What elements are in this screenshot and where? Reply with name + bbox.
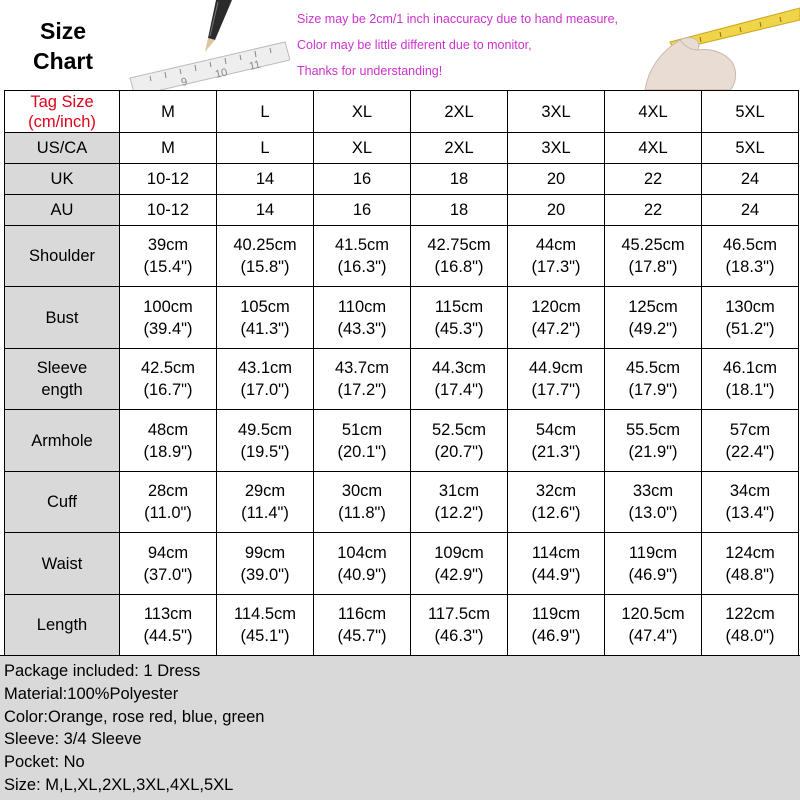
cm-value: 42.5cm — [140, 359, 196, 377]
header-notes — [297, 6, 647, 84]
size-cell: 20 — [508, 195, 605, 226]
measurement-cell — [508, 595, 605, 656]
inch-value: (18.9") — [143, 442, 193, 461]
measurement-cell — [508, 349, 605, 410]
measurement-cell — [217, 533, 314, 595]
size-cell: 16 — [314, 164, 411, 195]
cm-value: 34cm — [729, 482, 771, 500]
cm-value: 57cm — [729, 420, 771, 439]
measurement-cell — [314, 533, 411, 595]
measurement-cell — [217, 410, 314, 472]
inch-value: (16.8") — [434, 258, 484, 276]
inch-value: (16.7") — [143, 381, 193, 399]
tag-size-row — [5, 91, 799, 133]
measurement-cell — [217, 595, 314, 656]
inch-value: (15.4") — [143, 258, 193, 276]
measurement-cell — [605, 410, 702, 472]
inch-value: (47.4") — [628, 627, 678, 645]
measurement-cell — [314, 472, 411, 533]
cm-value: 104cm — [337, 543, 387, 562]
size-cell: 10-12 — [120, 164, 217, 195]
hand-measuring-tape-illustration — [640, 0, 800, 90]
inch-value: (12.2") — [434, 504, 484, 522]
measurement-row — [5, 472, 799, 533]
inch-value: (21.9") — [628, 442, 678, 461]
measurement-label: Bust — [5, 287, 120, 349]
tag-size-label: Tag Size (cm/inch) — [5, 91, 120, 133]
inch-value: (17.9") — [628, 381, 678, 399]
us-ca-row — [5, 133, 799, 164]
cm-value: 44.3cm — [431, 359, 487, 377]
inch-value: (45.1") — [240, 627, 290, 645]
cm-value: 40.25cm — [233, 236, 297, 254]
measurement-cell — [120, 349, 217, 410]
inch-value: (46.3") — [434, 627, 484, 645]
measurement-label: Length — [5, 595, 120, 656]
inch-value: (15.8") — [240, 258, 290, 276]
measurement-cell — [217, 226, 314, 287]
inch-value: (46.9") — [531, 627, 581, 645]
measurement-row — [5, 595, 799, 656]
size-cell: 3XL — [508, 133, 605, 164]
inch-value: (17.0") — [240, 381, 290, 399]
cm-value: 99cm — [244, 543, 286, 562]
cm-value: 122cm — [725, 605, 775, 623]
inch-value: (42.9") — [434, 565, 484, 584]
cm-value: 105cm — [240, 297, 290, 316]
inch-value: (11.8") — [338, 504, 386, 522]
cm-value: 43.7cm — [334, 359, 390, 377]
cm-value: 45.25cm — [621, 236, 685, 254]
size-line: Size: M,L,XL,2XL,3XL,4XL,5XL — [4, 775, 234, 794]
tag-size-cell: 5XL — [702, 91, 799, 133]
cm-value: 94cm — [147, 543, 189, 562]
measurement-cell — [605, 287, 702, 349]
ruler-mark-2: 10 — [213, 66, 229, 81]
size-cell: 18 — [411, 195, 508, 226]
measurement-cell — [411, 410, 508, 472]
measurement-label: Waist — [5, 533, 120, 595]
measurement-cell — [508, 472, 605, 533]
measurement-cell — [605, 472, 702, 533]
ruler-mark-1: 9 — [179, 75, 189, 89]
measurement-cell — [217, 349, 314, 410]
uk-row — [5, 164, 799, 195]
cm-value: 41.5cm — [334, 236, 390, 254]
measurement-cell — [702, 226, 799, 287]
tag-size-cell: L — [217, 91, 314, 133]
size-cell: XL — [314, 133, 411, 164]
pocket-line: Pocket: No — [4, 753, 85, 772]
material-line: Material:100%Polyester — [4, 684, 179, 703]
measurement-cell — [217, 472, 314, 533]
measurement-row — [5, 226, 799, 287]
cm-value: 30cm — [341, 482, 383, 500]
inch-value: (17.2") — [337, 381, 387, 399]
measurement-cell — [120, 595, 217, 656]
hand-shape — [645, 38, 736, 90]
size-cell: 14 — [217, 195, 314, 226]
inch-value: (12.6") — [531, 504, 581, 522]
inch-value: (41.3") — [240, 319, 290, 338]
measurement-cell — [411, 349, 508, 410]
measurement-row — [5, 349, 799, 410]
tag-size-cell: 2XL — [411, 91, 508, 133]
size-cell: L — [217, 133, 314, 164]
title-line-1: Size — [39, 18, 87, 44]
measurement-cell — [702, 410, 799, 472]
measurement-cell — [702, 595, 799, 656]
measurement-cell — [411, 287, 508, 349]
measurement-cell — [314, 595, 411, 656]
pencil-ruler-illustration — [120, 0, 290, 90]
measurement-cell — [120, 287, 217, 349]
sleeve-line: Sleeve: 3/4 Sleeve — [4, 730, 142, 749]
cm-value: 32cm — [535, 482, 577, 500]
measurement-cell — [411, 226, 508, 287]
measurement-label: Shoulder — [5, 226, 120, 287]
cm-value: 54cm — [535, 420, 577, 439]
inch-value: (39.0") — [240, 565, 290, 584]
inch-value: (17.3") — [531, 258, 581, 276]
size-cell: 16 — [314, 195, 411, 226]
product-details — [0, 655, 800, 800]
cm-value: 114.5cm — [233, 605, 297, 623]
measurement-cell — [411, 595, 508, 656]
measurement-row — [5, 410, 799, 472]
measurement-cell — [217, 287, 314, 349]
cm-value: 33cm — [632, 482, 674, 500]
inch-value: (21.3") — [531, 442, 581, 461]
size-cell: 24 — [702, 164, 799, 195]
tag-size-cell: 4XL — [605, 91, 702, 133]
inch-value: (48.8") — [725, 565, 775, 584]
tag-size-cell: 3XL — [508, 91, 605, 133]
measurement-cell — [314, 226, 411, 287]
measurement-cell — [120, 226, 217, 287]
chart-header — [0, 0, 800, 90]
title-box — [8, 8, 118, 86]
inch-value: (47.2") — [531, 319, 581, 338]
cm-value: 114cm — [531, 543, 581, 562]
inch-value: (19.5") — [240, 442, 290, 461]
cm-value: 109cm — [434, 543, 484, 562]
cm-value: 39cm — [147, 236, 189, 254]
cm-value: 55.5cm — [625, 420, 681, 439]
measurement-cell — [120, 472, 217, 533]
cm-value: 113cm — [143, 605, 193, 623]
size-cell: 24 — [702, 195, 799, 226]
measurement-cell — [605, 533, 702, 595]
inch-value: (18.1") — [725, 381, 775, 399]
cm-value: 124cm — [725, 543, 775, 562]
ruler-mark-3: 11 — [247, 58, 262, 73]
row-label: UK — [5, 164, 120, 195]
size-cell: 18 — [411, 164, 508, 195]
cm-value: 51cm — [341, 420, 383, 439]
cm-value: 49.5cm — [237, 420, 293, 439]
measurement-cell — [508, 287, 605, 349]
inch-value: (46.9") — [628, 565, 678, 584]
measurement-cell — [605, 349, 702, 410]
inch-value: (48.0") — [725, 627, 775, 645]
cm-value: 125cm — [628, 297, 678, 316]
cm-value: 130cm — [725, 297, 775, 316]
cm-value: 46.5cm — [722, 236, 778, 254]
tag-size-cell: XL — [314, 91, 411, 133]
inch-value: (11.0") — [144, 504, 192, 522]
measurement-rows — [5, 226, 799, 656]
cm-value: 28cm — [147, 482, 189, 500]
inch-value: (43.3") — [337, 319, 387, 338]
tag-size-cell: M — [120, 91, 217, 133]
measurement-cell — [508, 410, 605, 472]
title-line-2: Chart — [32, 48, 94, 74]
measurement-cell — [702, 533, 799, 595]
inch-value: (17.7") — [531, 381, 581, 399]
measurement-row — [5, 287, 799, 349]
inch-value: (22.4") — [725, 442, 775, 461]
size-cell: 10-12 — [120, 195, 217, 226]
pencil-body — [208, 0, 232, 40]
size-cell: 22 — [605, 195, 702, 226]
inch-value: (17.8") — [628, 258, 678, 276]
size-table — [4, 90, 799, 656]
cm-value: 46.1cm — [722, 359, 778, 377]
inch-value: (20.1") — [337, 442, 387, 461]
inch-value: (45.7") — [337, 627, 387, 645]
inch-value: (45.3") — [434, 319, 484, 338]
measurement-row — [5, 533, 799, 595]
inch-value: (40.9") — [337, 565, 387, 584]
inch-value: (44.9") — [531, 565, 581, 584]
inch-value: (17.4") — [434, 381, 484, 399]
measurement-cell — [702, 472, 799, 533]
measurement-cell — [120, 410, 217, 472]
inch-value: (39.4") — [143, 319, 193, 338]
cm-value: 31cm — [438, 482, 480, 500]
cm-value: 115cm — [434, 297, 484, 316]
cm-value: 45.5cm — [625, 359, 681, 377]
inch-value: (20.7") — [434, 442, 484, 461]
ruler-shape — [130, 42, 290, 90]
cm-value: 52.5cm — [431, 420, 487, 439]
note-thanks: Thanks for understanding! — [297, 64, 443, 78]
package-line: Package included: 1 Dress — [4, 662, 201, 680]
cm-value: 42.75cm — [427, 236, 491, 254]
size-cell: 20 — [508, 164, 605, 195]
cm-value: 100cm — [143, 297, 193, 316]
cm-value: 120cm — [531, 297, 581, 316]
inch-value: (16.3") — [337, 258, 387, 276]
cm-value: 48cm — [147, 420, 189, 439]
size-cell: 22 — [605, 164, 702, 195]
row-label: AU — [5, 195, 120, 226]
note-color: Color may be little different due to monitor, — [297, 38, 532, 52]
cm-value: 117.5cm — [427, 605, 491, 623]
size-cell: 5XL — [702, 133, 799, 164]
size-cell: M — [120, 133, 217, 164]
inch-value: (13.0") — [628, 504, 678, 522]
measurement-label: Sleeve ength — [5, 349, 120, 410]
measurement-cell — [314, 410, 411, 472]
measurement-cell — [702, 287, 799, 349]
au-row — [5, 195, 799, 226]
measurement-cell — [605, 595, 702, 656]
cm-value: 119cm — [628, 543, 678, 562]
measurement-cell — [120, 533, 217, 595]
measurement-cell — [314, 287, 411, 349]
inch-value: (44.5") — [143, 627, 193, 645]
measurement-cell — [411, 533, 508, 595]
inch-value: (13.4") — [725, 504, 775, 522]
pencil-wood — [205, 38, 215, 52]
measurement-cell — [508, 226, 605, 287]
note-accuracy: Size may be 2cm/1 inch inaccuracy due to hand measure, — [297, 12, 619, 26]
cm-value: 44.9cm — [528, 359, 584, 377]
measurement-label: Cuff — [5, 472, 120, 533]
cm-value: 29cm — [244, 482, 286, 500]
size-cell: 14 — [217, 164, 314, 195]
size-cell: 2XL — [411, 133, 508, 164]
measurement-label: Armhole — [5, 410, 120, 472]
inch-value: (18.3") — [725, 258, 775, 276]
cm-value: 119cm — [531, 605, 581, 623]
measurement-cell — [314, 349, 411, 410]
measurement-cell — [411, 472, 508, 533]
cm-value: 110cm — [337, 297, 387, 316]
cm-value: 43.1cm — [237, 359, 293, 377]
cm-value: 120.5cm — [621, 605, 685, 623]
measurement-cell — [702, 349, 799, 410]
inch-value: (37.0") — [143, 565, 193, 584]
row-label: US/CA — [5, 133, 120, 164]
inch-value: (11.4") — [241, 504, 289, 522]
inch-value: (51.2") — [725, 319, 775, 338]
measurement-cell — [605, 226, 702, 287]
measurement-cell — [508, 533, 605, 595]
cm-value: 116cm — [337, 605, 387, 623]
size-cell: 4XL — [605, 133, 702, 164]
cm-value: 44cm — [535, 236, 577, 254]
inch-value: (49.2") — [628, 319, 678, 338]
color-line: Color:Orange, rose red, blue, green — [4, 707, 265, 726]
